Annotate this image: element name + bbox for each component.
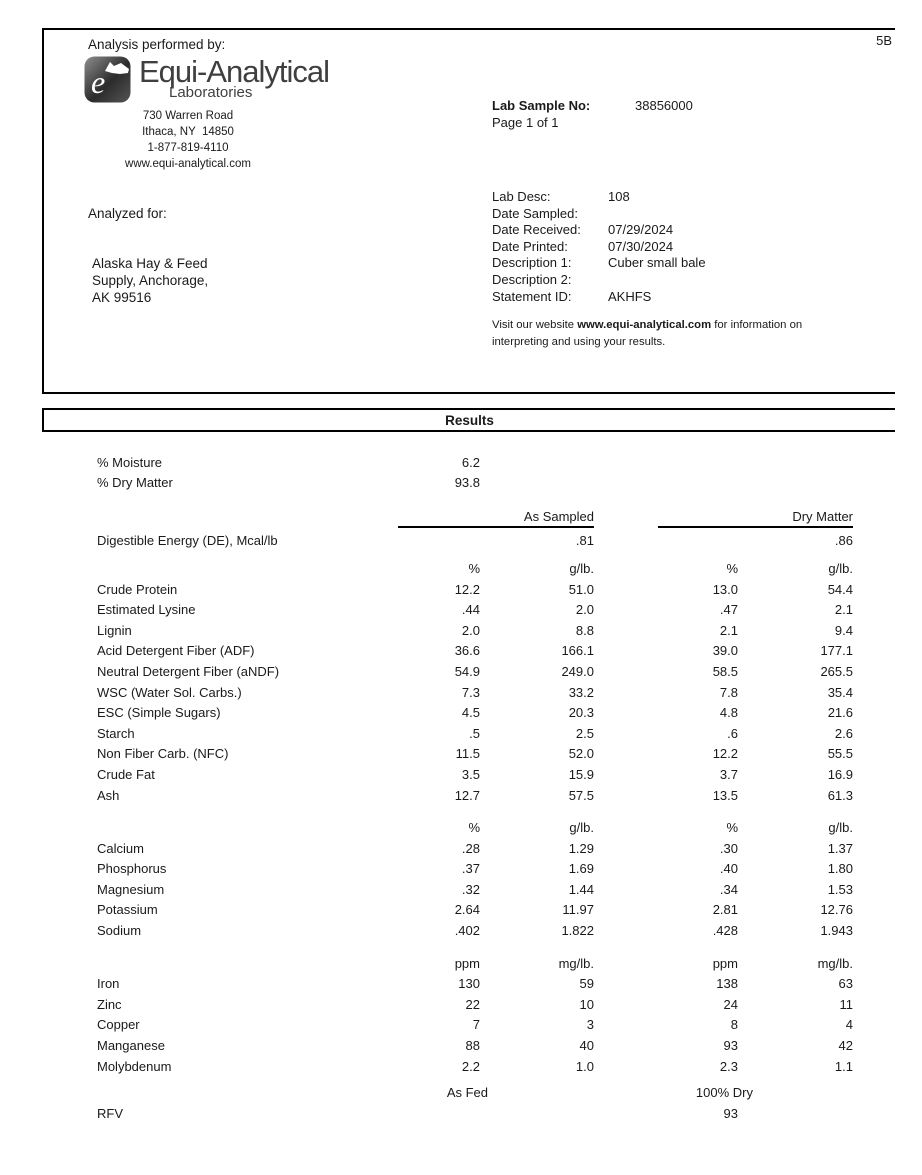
row-value: 7 xyxy=(472,1017,480,1033)
unit-label: mg/lb. xyxy=(817,955,853,971)
row-value: 51.0 xyxy=(568,581,594,597)
row-value: 13.5 xyxy=(712,787,738,803)
footer-header-row xyxy=(97,1082,853,1103)
equi-analytical-logo xyxy=(84,56,329,103)
website-note-url: www.equi-analytical.com xyxy=(577,319,712,331)
row-value: 40 xyxy=(579,1038,594,1054)
row-value: .44 xyxy=(461,602,480,618)
detail-value: AKHFS xyxy=(608,288,652,304)
lab-address-line: 1-877-819-4110 xyxy=(147,142,229,154)
row-value: 2.64 xyxy=(454,902,480,918)
lab-website-text: www.equi-analytical.com xyxy=(125,158,251,170)
row-value: 63 xyxy=(838,976,853,992)
row-value: 22 xyxy=(465,996,480,1012)
result-row xyxy=(97,859,853,880)
result-row xyxy=(97,973,853,994)
row-value: 2.2 xyxy=(461,1058,480,1074)
detail-value: 07/29/2024 xyxy=(608,222,674,238)
result-row xyxy=(97,641,853,662)
detail-label: Date Printed: xyxy=(492,238,568,254)
rfv-row xyxy=(97,1103,853,1124)
digestible-energy-row xyxy=(97,528,853,552)
row-value: 35.4 xyxy=(827,684,853,700)
units-row xyxy=(97,558,853,579)
detail-row xyxy=(492,272,706,289)
result-row xyxy=(97,599,853,620)
result-row xyxy=(97,900,853,921)
detail-label: Description 2: xyxy=(492,271,572,287)
row-value: 93 xyxy=(723,1105,738,1121)
result-row xyxy=(97,879,853,900)
row-value: 10 xyxy=(579,996,594,1012)
result-row xyxy=(97,620,853,641)
row-value: 11.97 xyxy=(562,902,594,918)
analysis-performed-by-label: Analysis performed by: xyxy=(88,37,226,52)
row-value: 12.76 xyxy=(820,902,853,918)
result-row xyxy=(97,1056,853,1077)
row-value: 93.8 xyxy=(454,475,480,491)
row-value: 12.2 xyxy=(454,581,480,597)
row-value: 42 xyxy=(838,1038,853,1054)
row-label: Crude Protein xyxy=(97,581,178,597)
row-value: 130 xyxy=(458,976,480,992)
unit-label: g/lb. xyxy=(569,820,594,836)
website-note-post: for information on interpreting and using your results. xyxy=(492,319,803,348)
sample-info-block xyxy=(492,97,693,131)
row-label: Lignin xyxy=(97,622,132,638)
row-value: .37 xyxy=(461,861,480,877)
row-label: Digestible Energy (DE), Mcal/lb xyxy=(97,532,278,548)
row-value: .81 xyxy=(575,532,594,548)
result-row xyxy=(97,579,853,600)
row-value: .32 xyxy=(461,881,480,897)
row-value: 36.6 xyxy=(454,643,480,659)
results-sections xyxy=(97,558,853,1076)
lab-sample-no-value: 38856000 xyxy=(635,98,693,113)
row-label: Neutral Detergent Fiber (aNDF) xyxy=(97,663,280,679)
row-value: 12.2 xyxy=(712,746,738,762)
row-label: WSC (Water Sol. Carbs.) xyxy=(97,684,242,700)
result-row xyxy=(97,723,853,744)
units-row xyxy=(97,953,853,974)
svg-text:e: e xyxy=(91,64,106,100)
website-note-pre: Visit our website xyxy=(492,319,578,331)
detail-row xyxy=(492,222,706,239)
row-value: 20.3 xyxy=(568,705,594,721)
row-label: Non Fiber Carb. (NFC) xyxy=(97,746,229,762)
row-value: 4.5 xyxy=(461,705,480,721)
row-value: 55.5 xyxy=(827,746,853,762)
row-value: 2.81 xyxy=(712,902,738,918)
logo-brand-text: Equi-Analytical xyxy=(139,54,330,89)
row-label: Sodium xyxy=(97,923,142,939)
row-value: 24 xyxy=(723,996,738,1012)
row-value: 1.1 xyxy=(834,1058,853,1074)
row-value: 11.5 xyxy=(455,746,480,762)
result-row xyxy=(97,1015,853,1036)
result-row xyxy=(97,785,853,806)
row-label: % Dry Matter xyxy=(97,475,173,491)
dry-matter-row xyxy=(97,473,853,494)
row-value: 3 xyxy=(586,1017,594,1033)
result-row xyxy=(97,744,853,765)
dry-matter-header: Dry Matter xyxy=(658,509,853,528)
as-fed-header: As Fed xyxy=(446,1085,488,1101)
row-value: .86 xyxy=(834,532,853,548)
unit-label: mg/lb. xyxy=(558,955,594,971)
result-row xyxy=(97,682,853,703)
row-value: 8.8 xyxy=(575,622,594,638)
detail-label: Description 1: xyxy=(492,255,572,271)
row-value: 58.5 xyxy=(712,663,738,679)
row-label: ESC (Simple Sugars) xyxy=(97,705,221,721)
row-label: Molybdenum xyxy=(97,1058,172,1074)
row-value: 33.2 xyxy=(568,684,594,700)
unit-label: g/lb. xyxy=(828,560,853,576)
row-value: 11 xyxy=(839,996,853,1012)
lab-sample-no-label: Lab Sample No: xyxy=(492,98,591,113)
row-value: 1.69 xyxy=(568,861,594,877)
row-label: Acid Detergent Fiber (ADF) xyxy=(97,643,255,659)
customer-line: Supply, Anchorage, xyxy=(92,272,209,288)
row-value: 3.5 xyxy=(461,766,480,782)
row-value: 166.1 xyxy=(561,643,594,659)
row-value: 15.9 xyxy=(568,766,594,782)
row-value: 4 xyxy=(845,1017,853,1033)
horse-e-logo-icon xyxy=(84,56,131,103)
row-label: Phosphorus xyxy=(97,861,167,877)
analyzed-for-label: Analyzed for: xyxy=(88,206,167,221)
result-row xyxy=(97,702,853,723)
detail-row xyxy=(492,189,706,206)
row-value: 2.6 xyxy=(834,725,853,741)
row-value: 265.5 xyxy=(820,663,853,679)
results-title-box xyxy=(42,408,895,432)
result-row xyxy=(97,994,853,1015)
row-value: 4.8 xyxy=(719,705,738,721)
row-value: 2.0 xyxy=(461,622,480,638)
row-value: 1.0 xyxy=(575,1058,594,1074)
customer-line: Alaska Hay & Feed xyxy=(92,256,208,271)
row-label: Zinc xyxy=(97,996,122,1012)
row-value: 7.3 xyxy=(461,684,480,700)
unit-label: % xyxy=(726,820,738,836)
lab-address-line: 730 Warren Road xyxy=(142,110,234,122)
unit-label: ppm xyxy=(712,955,738,971)
row-value: .5 xyxy=(469,725,480,741)
row-value: .402 xyxy=(454,923,480,939)
detail-row xyxy=(492,239,706,256)
row-value: 12.7 xyxy=(454,787,480,803)
row-label: % Moisture xyxy=(97,454,163,470)
detail-label: Date Received: xyxy=(492,222,581,238)
row-value: 2.1 xyxy=(719,622,738,638)
result-row xyxy=(97,661,853,682)
row-label: Manganese xyxy=(97,1038,165,1054)
row-label: Calcium xyxy=(97,840,144,856)
detail-label: Date Sampled: xyxy=(492,205,578,221)
row-value: 39.0 xyxy=(712,643,738,659)
results-title: Results xyxy=(445,412,494,428)
row-value: 13.0 xyxy=(712,581,738,597)
unit-label: % xyxy=(468,560,480,576)
detail-row xyxy=(492,206,706,223)
row-value: 2.3 xyxy=(719,1058,738,1074)
row-value: 177.1 xyxy=(820,643,853,659)
lab-address-block xyxy=(86,108,290,172)
row-value: 2.1 xyxy=(834,602,853,618)
row-label: Copper xyxy=(97,1017,140,1033)
row-value: 21.6 xyxy=(827,705,853,721)
detail-row xyxy=(492,289,706,306)
row-value: .28 xyxy=(461,840,480,856)
as-sampled-header: As Sampled xyxy=(398,509,594,528)
result-row xyxy=(97,1035,853,1056)
row-value: 6.2 xyxy=(461,454,480,470)
row-value: 61.3 xyxy=(827,787,853,803)
row-value: 138 xyxy=(716,976,738,992)
logo-sub-text: Laboratories xyxy=(169,84,253,101)
row-value: 2.5 xyxy=(575,725,594,741)
results-table xyxy=(97,452,853,1124)
row-value: 7.8 xyxy=(719,684,738,700)
row-value: .47 xyxy=(719,602,738,618)
page-code: 5B xyxy=(876,33,892,48)
result-row xyxy=(97,838,853,859)
result-row xyxy=(97,920,853,941)
row-value: 8 xyxy=(730,1017,738,1033)
result-row xyxy=(97,764,853,785)
row-value: 88 xyxy=(465,1038,480,1054)
row-value: 2.0 xyxy=(575,602,594,618)
row-label: Ash xyxy=(97,787,120,803)
row-value: .34 xyxy=(719,881,738,897)
row-value: 1.80 xyxy=(827,861,853,877)
customer-address-block xyxy=(92,256,208,306)
detail-value: Cuber small bale xyxy=(608,255,706,271)
customer-line: AK 99516 xyxy=(92,289,152,305)
row-label: Magnesium xyxy=(97,881,165,897)
row-value: .6 xyxy=(727,725,738,741)
row-value: 1.37 xyxy=(827,840,853,856)
row-value: .428 xyxy=(712,923,738,939)
row-value: 249.0 xyxy=(561,663,594,679)
detail-label: Lab Desc: xyxy=(492,189,551,204)
detail-value: 07/30/2024 xyxy=(608,238,674,254)
row-value: 9.4 xyxy=(834,622,853,638)
unit-label: % xyxy=(468,820,480,836)
row-value: 52.0 xyxy=(568,746,594,762)
row-label: Starch xyxy=(97,725,135,741)
detail-value: 108 xyxy=(608,189,630,204)
unit-label: g/lb. xyxy=(569,560,594,576)
row-value: .30 xyxy=(719,840,738,856)
row-value: 16.9 xyxy=(827,766,853,782)
row-value: 1.943 xyxy=(820,923,853,939)
unit-label: % xyxy=(726,560,738,576)
row-label: RFV xyxy=(97,1105,123,1121)
sample-details-block xyxy=(492,189,706,305)
row-value: 54.9 xyxy=(454,663,480,679)
row-label: Crude Fat xyxy=(97,766,155,782)
row-value: 3.7 xyxy=(719,766,738,782)
row-value: .40 xyxy=(719,861,738,877)
row-value: 59 xyxy=(579,976,594,992)
group-header-row xyxy=(97,506,853,528)
lab-address-line: Ithaca, NY 14850 xyxy=(142,126,234,138)
row-value: 1.44 xyxy=(568,881,594,897)
moisture-row xyxy=(97,452,853,473)
row-label: Potassium xyxy=(97,902,158,918)
unit-label: ppm xyxy=(454,955,480,971)
row-value: 93 xyxy=(723,1038,738,1054)
row-label: Iron xyxy=(97,976,120,992)
row-value: 1.53 xyxy=(827,881,853,897)
row-value: 1.29 xyxy=(568,840,594,856)
dry-100-header: 100% Dry xyxy=(695,1085,753,1101)
row-label: Estimated Lysine xyxy=(97,602,196,618)
row-value: 54.4 xyxy=(827,581,853,597)
detail-row xyxy=(492,255,706,272)
detail-label: Statement ID: xyxy=(492,288,572,304)
unit-label: g/lb. xyxy=(828,820,853,836)
page-count: Page 1 of 1 xyxy=(492,115,559,130)
row-value: 1.822 xyxy=(561,923,594,939)
row-value: 57.5 xyxy=(568,787,594,803)
units-row xyxy=(97,817,853,838)
website-note xyxy=(492,317,814,351)
